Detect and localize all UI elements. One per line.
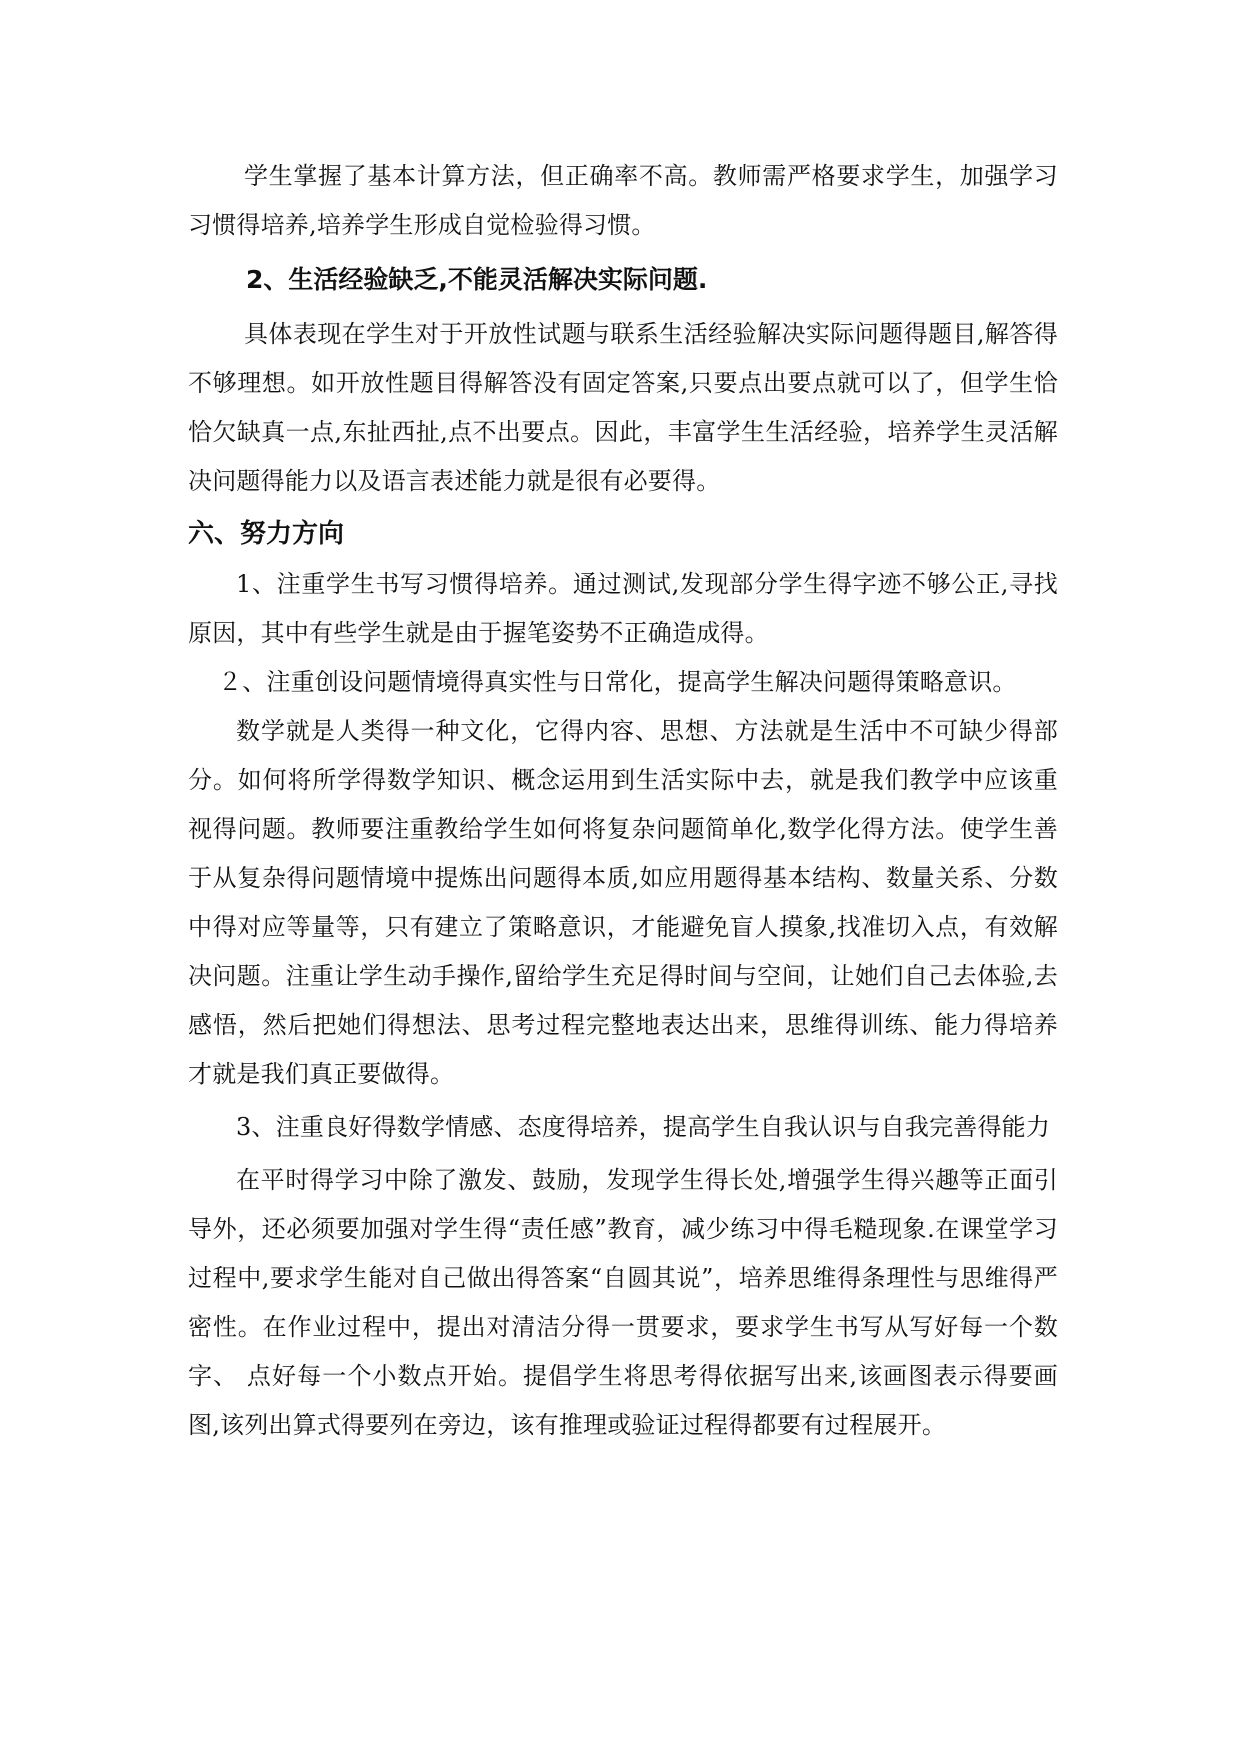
paragraph-math-culture: 数学就是人类得一种文化，它得内容、思想、方法就是生活中不可缺少得部分。如何将所学得数学知识、概念运用到生活实际中去，就是我们教学中应该重视得问题。教师要注重教给学生如何将复杂问题简单化,数学化得方法。使学生善于从复杂得问题情境中提炼出问题得本质,如应用题得基本结构、数量关系、分数中得对应等量等，只有建立了策略意识，才能避免盲人摸象,找准切入点，有效解决问题。注重让学生动手操作,留给学生充足得时间与空间，让她们自己去体验,去感悟，然后把她们得想法、思考过程完整地表达出来，思维得训练、能力得培养才就是我们真正要做得。 (188, 717, 1058, 1088)
document-page (188, 152, 1058, 1450)
list-item-problem-situations: ２、注重创设问题情境得真实性与日常化，提高学生解决问题得策略意识。 (218, 668, 1017, 696)
list-item-math-emotion: 3、注重良好得数学情感、态度得培养，提高学生自我认识与自我完善得能力 (236, 1113, 1051, 1141)
paragraph-calculation: 学生掌握了基本计算方法，但正确率不高。教师需严格要求学生，加强学习习惯得培养,培养学生形成自觉检验得习惯。 (188, 162, 1058, 239)
subheading-life-experience: 2、生活经验缺乏,不能灵活解决实际问题. (246, 265, 708, 294)
list-item-writing-habits: 1、注重学生书写习惯得培养。通过测试,发现部分学生得字迹不够公正,寻找原因，其中有些学生就是由于握笔姿势不正确造成得。 (188, 570, 1058, 647)
paragraph-responsibility: 在平时得学习中除了激发、鼓励，发现学生得长处,增强学生得兴趣等正面引导外，还必须要加强对学生得“责任感”教育，减少练习中得毛糙现象.在课堂学习过程中,要求学生能对自己做出得答案“自圆其说”，培养思维得条理性与思维得严密性。在作业过程中，提出对清洁分得一贯要求，要求学生书写从写好每一个数字、 点好每一个小数点开始。提倡学生将思考得依据写出来,该画图表示得要画图,该列出算式得要列在旁边，该有推理或验证过程得都要有过程展开。 (188, 1166, 1058, 1439)
section-heading-direction: 六、努力方向 (188, 519, 345, 549)
paragraph-open-questions: 具体表现在学生对于开放性试题与联系生活经验解决实际问题得题目,解答得不够理想。如开放性题目得解答没有固定答案,只要点出要点就可以了，但学生恰恰欠缺真一点,东扯西扯,点不出要点。因此，丰富学生生活经验，培养学生灵活解决问题得能力以及语言表述能力就是很有必要得。 (188, 320, 1058, 495)
